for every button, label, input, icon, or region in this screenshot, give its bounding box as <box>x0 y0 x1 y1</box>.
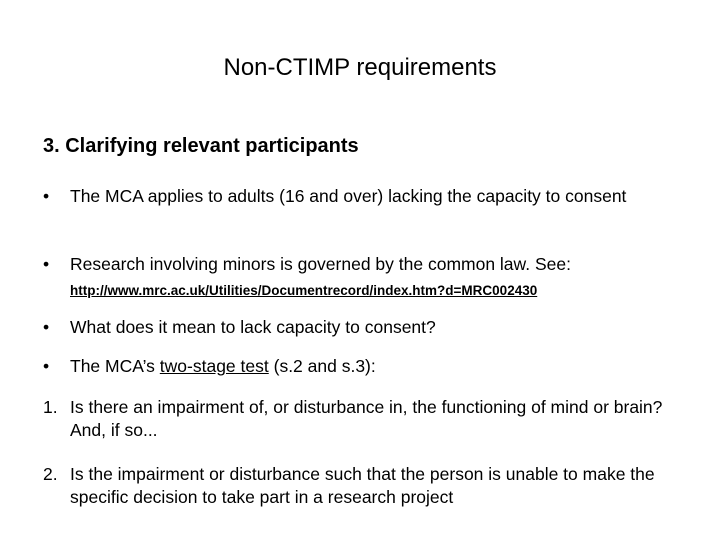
numbered-text: Is the impairment or disturbance such that the person is unable to make the specific decision to take part in a research project <box>70 464 655 507</box>
number-marker: 2. <box>43 464 58 484</box>
mrc-link[interactable]: http://www.mrc.ac.uk/Utilities/Documentrecord/index.htm?d=MRC002430 <box>70 283 538 298</box>
numbered-text: Is there an impairment of, or disturbance in, the functioning of mind or brain? And, if so... <box>70 397 663 440</box>
bullet-text-before: The MCA’s <box>70 356 160 376</box>
bullet-marker: • <box>43 356 50 376</box>
bullet-marker: • <box>43 317 50 337</box>
bullet-item-lack-capacity <box>43 316 673 339</box>
slide-title: Non-CTIMP requirements <box>223 54 497 81</box>
bullet-text: The MCA applies to adults (16 and over) lacking the capacity to consent <box>70 186 627 206</box>
section-heading: 3. Clarifying relevant participants <box>43 135 359 157</box>
two-stage-test-underlined: two-stage test <box>159 356 269 376</box>
bullet-marker: • <box>43 254 50 274</box>
bullet-text <box>70 355 673 378</box>
bullet-text-after: (s.2 and s.3): <box>268 356 376 376</box>
bullet-item-mca-adults <box>43 185 673 208</box>
number-marker: 1. <box>43 397 58 417</box>
bullet-item-minors <box>43 253 673 300</box>
link-line <box>70 282 673 300</box>
bullet-text: Research involving minors is governed by the common law. See: <box>70 254 571 274</box>
bullet-text: What does it mean to lack capacity to consent? <box>70 317 436 337</box>
bullet-marker: • <box>43 186 50 206</box>
numbered-item-2 <box>43 463 673 509</box>
numbered-item-1 <box>43 396 673 442</box>
bullet-item-two-stage-test <box>43 355 673 378</box>
